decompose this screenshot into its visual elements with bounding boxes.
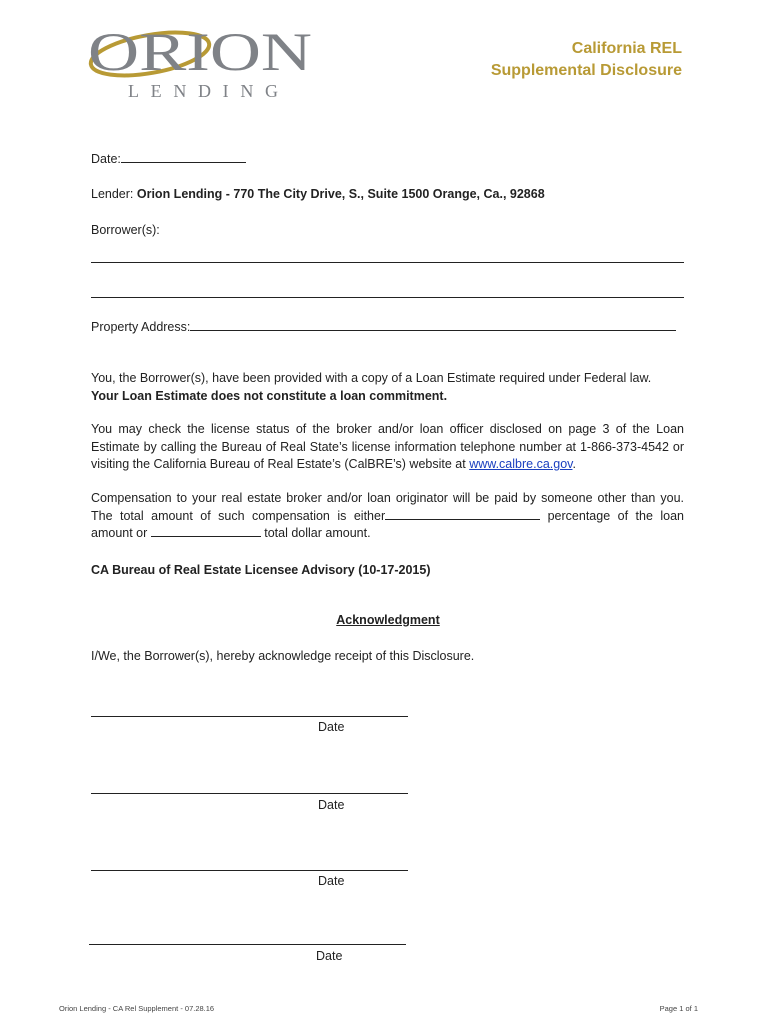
loan-commitment-notice: Your Loan Estimate does not constitute a loan commitment. <box>91 388 448 403</box>
signature-date-label-2: Date <box>318 798 345 812</box>
document-title-line-1: California REL <box>571 40 682 57</box>
svg-text:LENDING: LENDING <box>128 81 278 101</box>
borrower-line-1[interactable] <box>91 262 684 263</box>
compensation-text-c: total dollar amount. <box>260 526 371 540</box>
signature-line-4[interactable] <box>89 944 406 945</box>
property-address-label: Property Address: <box>91 320 191 334</box>
orion-lending-logo <box>86 20 318 102</box>
document-title-line-2: Supplemental Disclosure <box>490 62 682 79</box>
license-status-end: . <box>572 457 576 471</box>
licensee-advisory: CA Bureau of Real Estate Licensee Advisory (10-17-2015) <box>91 563 431 577</box>
lender-row <box>91 186 545 202</box>
borrowers-label: Borrower(s): <box>91 223 160 237</box>
date-row <box>91 151 246 167</box>
loan-estimate-paragraph <box>91 370 684 405</box>
loan-estimate-text: You, the Borrower(s), have been provided with a copy of a Loan Estimate required under Federal law. <box>91 371 652 385</box>
compensation-text-b: percentage of the loan amount or <box>91 508 684 540</box>
lender-value: Orion Lending - 770 The City Drive, S., Suite 1500 Orange, Ca., 92868 <box>136 187 545 201</box>
signature-line-2[interactable] <box>91 793 408 794</box>
signature-line-1[interactable] <box>91 716 408 717</box>
property-address-row <box>91 319 676 335</box>
compensation-text-a: Compensation to your real estate broker and/or loan originator will be paid by someone other than you. The total amount of such compensation is either <box>91 491 684 523</box>
lender-label: Lender: <box>91 187 137 201</box>
footer-page-number: Page 1 of 1 <box>659 1004 698 1013</box>
license-status-text: You may check the license status of the broker and/or loan officer disclosed on page 3 of the Loan Estimate by calling the Bureau of Real State’s license information telephone number at 1-866-373-4542 or visiting the California Bureau of Real Estate’s (CalBRE’s) website at <box>91 422 684 471</box>
signature-date-label-3: Date <box>318 874 345 888</box>
compensation-dollar-field[interactable] <box>151 525 261 537</box>
compensation-percentage-field[interactable] <box>385 508 540 520</box>
acknowledgment-heading: Acknowledgment <box>336 613 440 627</box>
signature-date-label-4: Date <box>316 949 343 963</box>
signature-date-label-1: Date <box>318 720 345 734</box>
calbre-website-link[interactable]: www.calbre.ca.gov <box>469 457 573 471</box>
signature-line-3[interactable] <box>91 870 408 871</box>
logo-graphic <box>86 20 318 102</box>
footer-document-id: Orion Lending - CA Rel Supplement - 07.28.16 <box>59 1004 215 1013</box>
license-status-paragraph <box>91 421 684 474</box>
date-field[interactable] <box>121 151 246 163</box>
date-label: Date: <box>91 152 121 166</box>
svg-text:ORION: ORION <box>88 22 312 82</box>
borrower-line-2[interactable] <box>91 297 684 298</box>
acknowledgment-text: I/We, the Borrower(s), hereby acknowledge receipt of this Disclosure. <box>91 649 475 663</box>
compensation-paragraph <box>91 490 684 543</box>
property-address-field[interactable] <box>190 319 676 331</box>
